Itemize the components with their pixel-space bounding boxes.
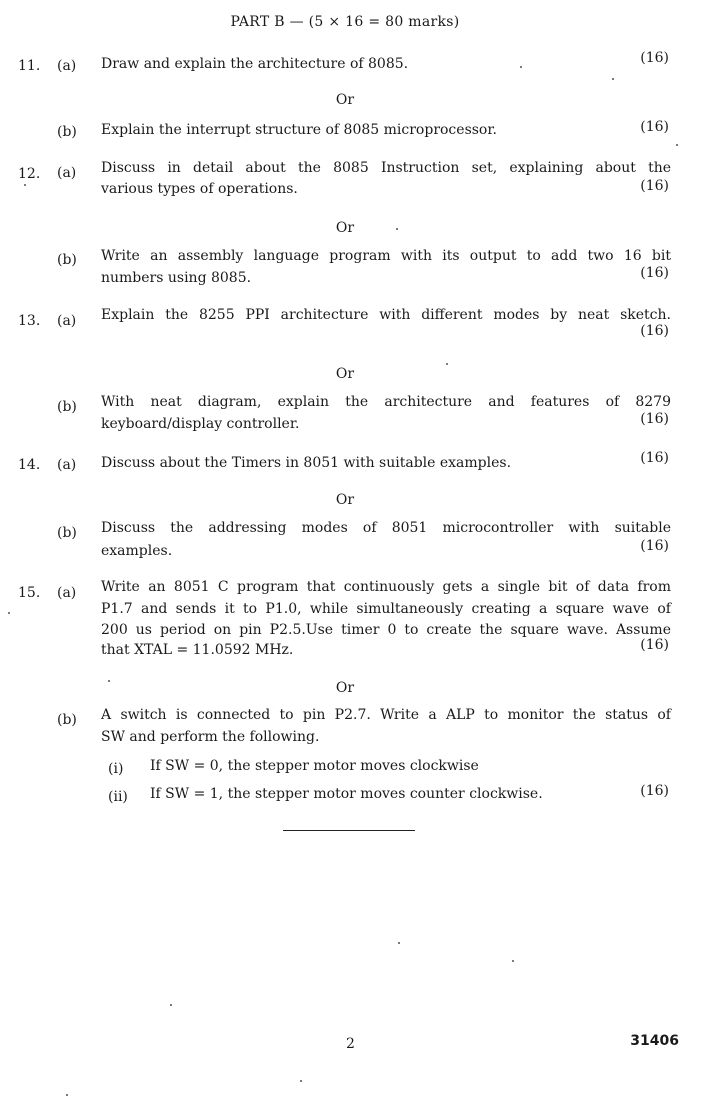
q15-b-sub-ii-text: If SW = 1, the stepper motor moves counter clockwise. (150, 786, 543, 802)
scan-speck (396, 228, 398, 230)
part-b-header: PART B — (5 × 16 = 80 marks) (230, 14, 460, 30)
or-divider: Or (335, 366, 355, 382)
scan-speck (446, 363, 448, 365)
q14-part-a-label: (a) (57, 457, 77, 473)
q14-part-b-line1: Discuss the addressing modes of 8051 microcontroller with suitable (101, 520, 671, 536)
q13-part-b-line1: With neat diagram, explain the architecture and features of 8279 (101, 394, 671, 410)
q12-part-b-marks: (16) (640, 265, 669, 281)
question-number-15: 15. (18, 585, 41, 601)
scan-speck (300, 1080, 302, 1082)
or-divider: Or (335, 492, 355, 508)
or-divider: Or (335, 92, 355, 108)
scan-speck (24, 184, 26, 186)
q13-part-b-label: (b) (57, 399, 77, 415)
q15-b-sub-i-label: (i) (108, 761, 124, 777)
q15-part-a-line4: that XTAL = 11.0592 MHz. (101, 642, 294, 658)
q15-b-sub-ii-label: (ii) (108, 789, 128, 805)
scan-speck (398, 942, 400, 944)
q15-part-a-label: (a) (57, 585, 77, 601)
q12-part-b-line2: numbers using 8085. (101, 270, 252, 286)
q11-part-b-label: (b) (57, 124, 77, 140)
q13-part-b-marks: (16) (640, 411, 669, 427)
q15-part-b-label: (b) (57, 712, 77, 728)
q15-part-b-line1: A switch is connected to pin P2.7. Write a ALP to monitor the status of (101, 707, 671, 723)
end-of-questions-rule (283, 830, 415, 831)
q11-part-a-label: (a) (57, 58, 77, 74)
q14-part-b-marks: (16) (640, 538, 669, 554)
or-divider: Or (335, 220, 355, 236)
question-number-13: 13. (18, 313, 41, 329)
paper-code: 31406 (630, 1033, 679, 1049)
scan-speck (520, 66, 522, 68)
q15-b-sub-i-text: If SW = 0, the stepper motor moves clockwise (150, 758, 479, 774)
scan-speck (170, 1004, 172, 1006)
q14-part-b-line2: examples. (101, 543, 173, 559)
question-number-11: 11. (18, 58, 41, 74)
scan-speck (612, 78, 614, 80)
q15-part-b-line2: SW and perform the following. (101, 729, 320, 745)
question-number-14: 14. (18, 457, 41, 473)
scan-speck (66, 1094, 68, 1096)
q12-part-b-label: (b) (57, 252, 77, 268)
or-divider: Or (335, 680, 355, 696)
q13-part-a-marks: (16) (640, 323, 669, 339)
q11-part-a-text: Draw and explain the architecture of 8085. (101, 56, 409, 72)
q14-part-a-marks: (16) (640, 450, 669, 466)
page-number: 2 (346, 1036, 355, 1052)
q11-part-a-marks: (16) (640, 50, 669, 66)
scan-speck (512, 960, 514, 962)
q12-part-a-line2: various types of operations. (101, 181, 298, 197)
scan-speck (8, 612, 10, 614)
q14-part-a-text: Discuss about the Timers in 8051 with suitable examples. (101, 455, 512, 471)
q11-part-b-marks: (16) (640, 119, 669, 135)
q13-part-a-text: Explain the 8255 PPI architecture with different modes by neat sketch. (101, 307, 671, 323)
q15-part-b-marks: (16) (640, 783, 669, 799)
question-number-12: 12. (18, 166, 41, 182)
q12-part-a-line1: Discuss in detail about the 8085 Instruction set, explaining about the (101, 160, 671, 176)
q11-part-b-text: Explain the interrupt structure of 8085 microprocessor. (101, 122, 497, 138)
q15-part-a-marks: (16) (640, 637, 669, 653)
q12-part-b-line1: Write an assembly language program with its output to add two 16 bit (101, 248, 671, 264)
q15-part-a-line2: P1.7 and sends it to P1.0, while simultaneously creating a square wave of (101, 601, 671, 617)
q12-part-a-marks: (16) (640, 178, 669, 194)
q13-part-b-line2: keyboard/display controller. (101, 416, 300, 432)
q12-part-a-label: (a) (57, 165, 77, 181)
q15-part-a-line1: Write an 8051 C program that continuously gets a single bit of data from (101, 579, 671, 595)
scan-speck (676, 144, 678, 146)
q14-part-b-label: (b) (57, 525, 77, 541)
q13-part-a-label: (a) (57, 313, 77, 329)
q15-part-a-line3: 200 us period on pin P2.5.Use timer 0 to create the square wave. Assume (101, 622, 671, 638)
scan-speck (108, 680, 110, 682)
